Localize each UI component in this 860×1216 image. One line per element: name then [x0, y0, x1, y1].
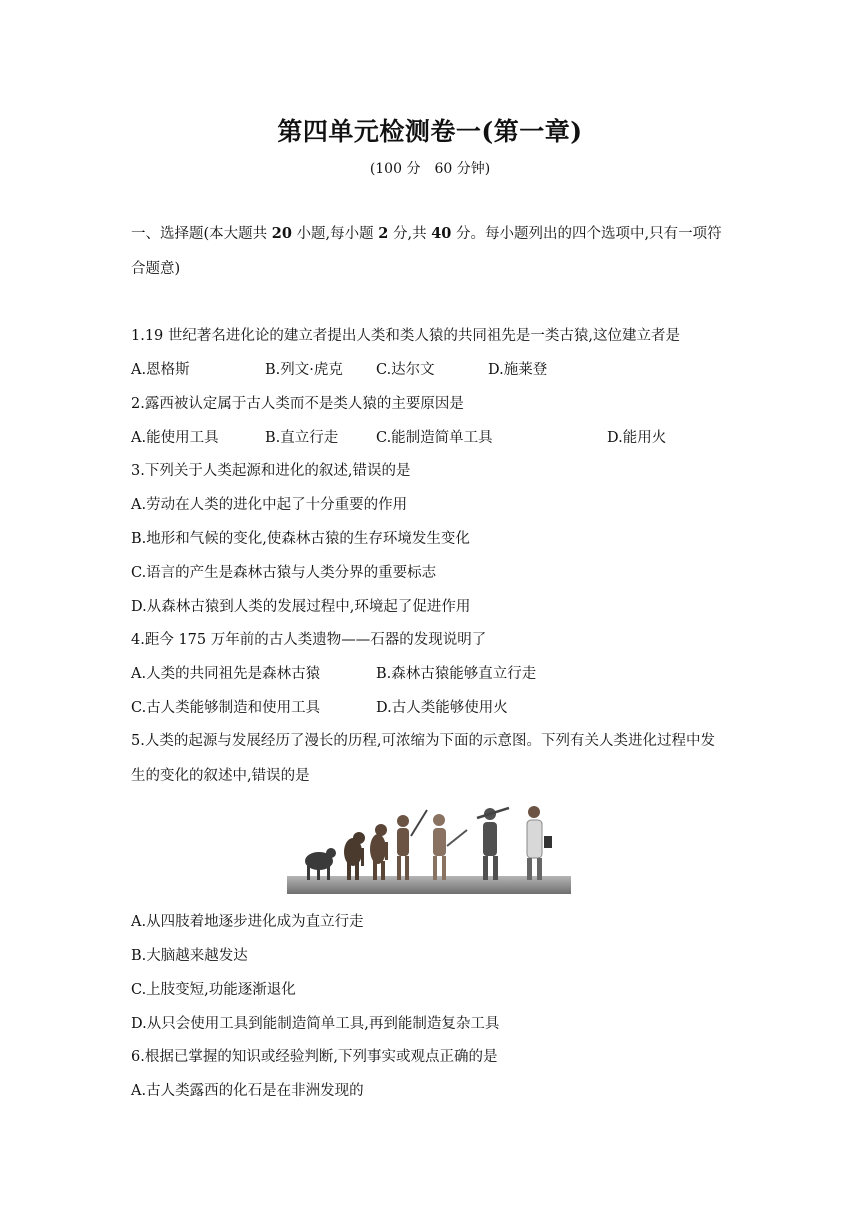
- option-d: D.从森林古猿到人类的发展过程中,环境起了促进作用: [131, 599, 471, 615]
- question-4-options-row2: [131, 698, 731, 718]
- option-c: C.语言的产生是森林古猿与人类分界的重要标志: [131, 565, 437, 581]
- question-6-stem: 6.根据已掌握的知识或经验判断,下列事实或观点正确的是: [131, 1049, 498, 1065]
- early-human-figure-4: [397, 810, 427, 880]
- exam-info: (100 分 60 分钟): [369, 161, 491, 177]
- human-figure-6: [477, 808, 509, 880]
- modern-human-figure-7: [527, 806, 552, 880]
- option-d: D.能用火: [607, 430, 667, 446]
- question-count: 20: [271, 225, 292, 242]
- option-b: B.列文·虎克: [265, 362, 343, 378]
- option-d: D.古人类能够使用火: [376, 700, 508, 716]
- section-text: 小题,每小题: [291, 226, 379, 242]
- question-2-stem: 2.露西被认定属于古人类而不是类人猿的主要原因是: [131, 396, 464, 412]
- question-2-options: [131, 428, 731, 448]
- option-a: A.古人类露西的化石是在非洲发现的: [131, 1083, 364, 1099]
- option-b: B.地形和气候的变化,使森林古猿的生存环境发生变化: [131, 531, 470, 547]
- question-5-stem-cont: 生的变化的叙述中,错误的是: [131, 768, 310, 784]
- option-a: A.从四肢着地逐步进化成为直立行走: [131, 914, 364, 930]
- question-4-stem: 4.距今 175 万年前的古人类遗物——石器的发现说明了: [131, 632, 487, 648]
- option-a: A.恩格斯: [131, 362, 190, 378]
- ape-figure-2: [344, 832, 365, 880]
- section-text: 分。每小题列出的四个选项中,只有一项符: [451, 226, 722, 242]
- question-1-stem: 1.19 世纪著名进化论的建立者提出人类和类人猿的共同祖先是一类古猿,这位建立者是: [131, 328, 681, 344]
- section-text: 一、选择题(本大题共: [131, 226, 272, 242]
- total-points: 40: [431, 225, 452, 242]
- option-a: A.能使用工具: [131, 430, 219, 446]
- ape-figure-1: [305, 848, 336, 880]
- option-b: B.森林古猿能够直立行走: [376, 666, 537, 682]
- option-c: C.能制造简单工具: [376, 430, 493, 446]
- question-5-stem: 5.人类的起源与发展经历了漫长的历程,可浓缩为下面的示意图。下列有关人类进化过程中发: [131, 733, 715, 749]
- human-figure-5: [433, 814, 467, 880]
- question-4-options-row1: [131, 664, 731, 684]
- page-title: 第四单元检测卷一(第一章): [277, 117, 583, 146]
- option-c: C.上肢变短,功能逐渐退化: [131, 982, 296, 998]
- option-c: C.达尔文: [376, 362, 435, 378]
- option-a: A.劳动在人类的进化中起了十分重要的作用: [131, 497, 408, 513]
- option-a: A.人类的共同祖先是森林古猿: [131, 666, 321, 682]
- question-3-stem: 3.下列关于人类起源和进化的叙述,错误的是: [131, 463, 411, 479]
- section-heading-cont: 合题意): [131, 261, 181, 277]
- section-heading: [131, 224, 722, 244]
- human-evolution-illustration: [287, 806, 571, 896]
- points-per-question: 2: [378, 225, 389, 242]
- hominid-figure-3: [370, 824, 388, 880]
- option-b: B.直立行走: [265, 430, 339, 446]
- option-c: C.古人类能够制造和使用工具: [131, 700, 321, 716]
- section-text: 分,共: [388, 226, 432, 242]
- question-1-options: [131, 360, 731, 380]
- option-d: D.从只会使用工具到能制造简单工具,再到能制造复杂工具: [131, 1016, 500, 1032]
- option-b: B.大脑越来越发达: [131, 948, 248, 964]
- option-d: D.施莱登: [488, 362, 548, 378]
